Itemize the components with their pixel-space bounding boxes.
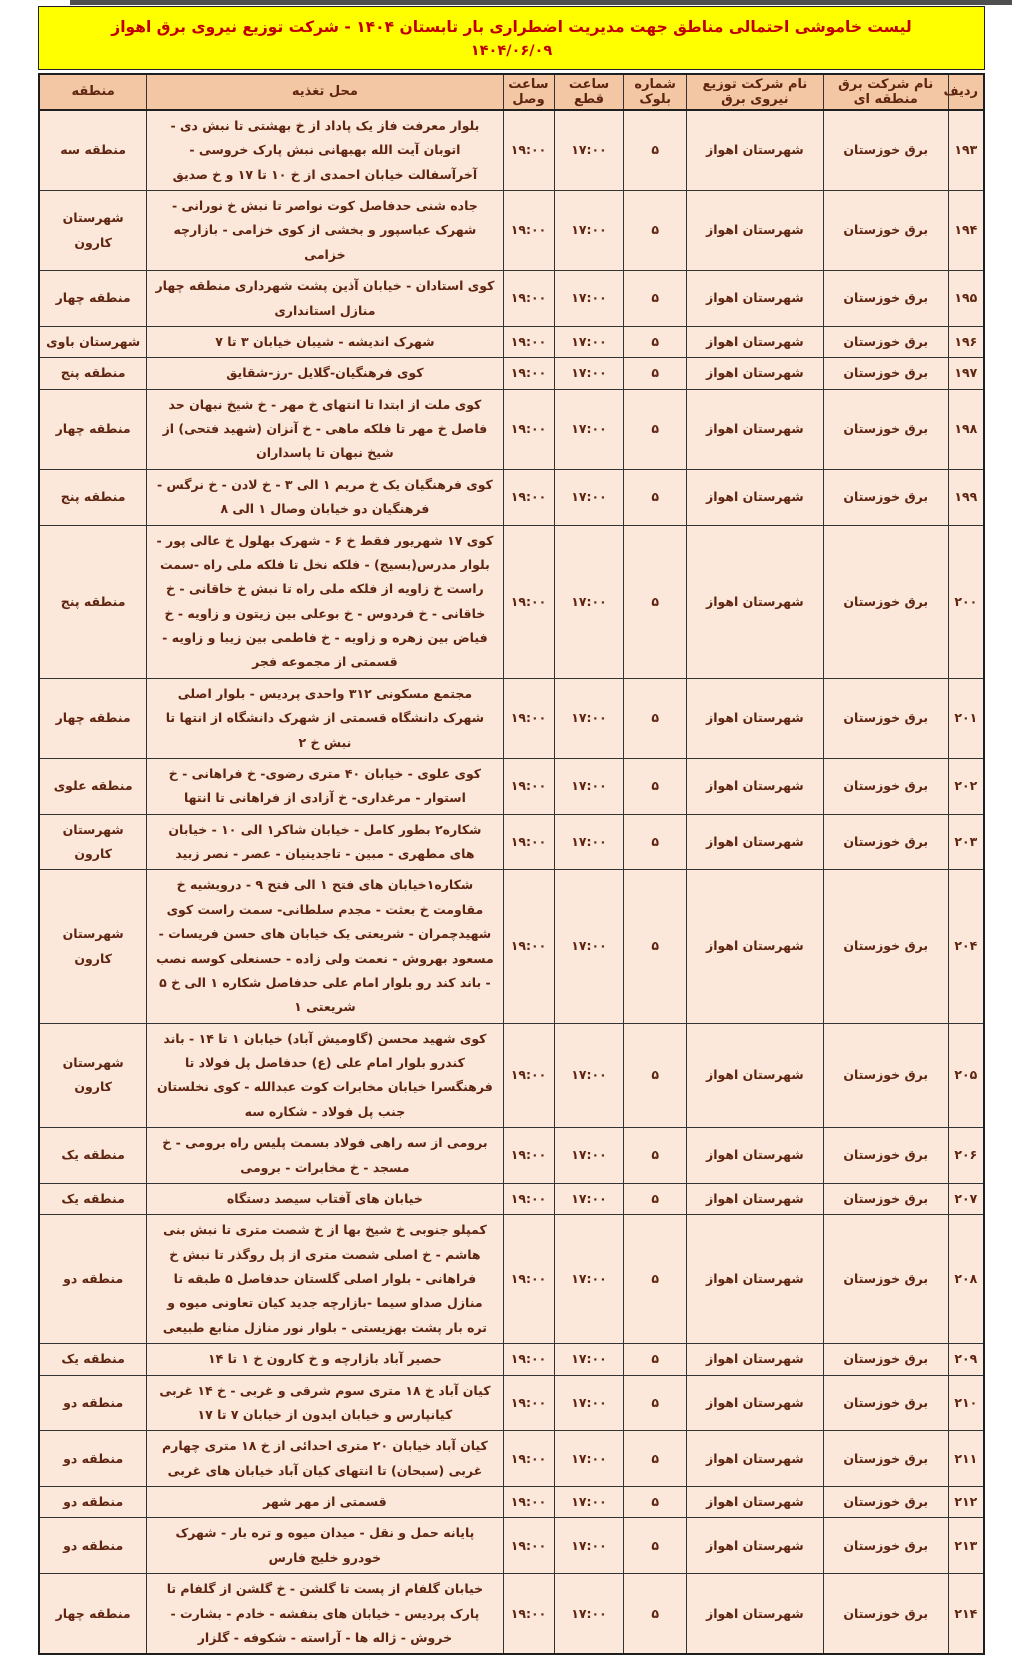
distribution-company-cell: شهرستان اهواز — [686, 1023, 823, 1128]
cut-time-cell: ۱۷:۰۰ — [554, 271, 624, 327]
cut-time-cell: ۱۷:۰۰ — [554, 758, 624, 814]
cut-time-cell: ۱۷:۰۰ — [554, 1375, 624, 1431]
area-cell: شهرستان کارون — [39, 1023, 147, 1128]
row-number-cell: ۲۰۴ — [948, 870, 984, 1023]
distribution-company-cell: شهرستان اهواز — [686, 326, 823, 357]
regional-company-cell: برق خوزستان — [823, 870, 948, 1023]
row-number-cell: ۱۹۳ — [948, 110, 984, 191]
block-number-cell: ۵ — [624, 1023, 686, 1128]
block-number-cell: ۵ — [624, 191, 686, 271]
regional-company-cell: برق خوزستان — [823, 1215, 948, 1344]
block-number-cell: ۵ — [624, 1518, 686, 1574]
distribution-company-cell: شهرستان اهواز — [686, 1344, 823, 1375]
area-cell: منطقه سه — [39, 110, 147, 191]
area-cell: منطقه دو — [39, 1215, 147, 1344]
reconnect-time-cell: ۱۹:۰۰ — [503, 1344, 554, 1375]
regional-company-cell: برق خوزستان — [823, 1128, 948, 1184]
table-row — [39, 1344, 984, 1375]
area-cell: شهرستان باوی — [39, 326, 147, 357]
block-number-cell: ۵ — [624, 1574, 686, 1655]
row-number-cell: ۲۰۵ — [948, 1023, 984, 1128]
cut-time-cell: ۱۷:۰۰ — [554, 1183, 624, 1214]
regional-company-cell: برق خوزستان — [823, 389, 948, 469]
reconnect-time-cell: ۱۹:۰۰ — [503, 678, 554, 758]
area-cell: شهرستان کارون — [39, 191, 147, 271]
distribution-company-cell: شهرستان اهواز — [686, 1431, 823, 1487]
page-title: لیست خاموشی احتمالی مناطق جهت مدیریت اضطراری بار تابستان ۱۴۰۴ - شرکت توزیع نیروی برق اهواز — [111, 18, 912, 36]
feeding-location-cell: کوی ملت از ابتدا تا انتهای خ مهر - خ شیخ نبهان حد فاصل خ مهر تا فلکه ماهی - خ آنزان (شهید فتحی) از شیخ نبهان تا پاسداران — [147, 389, 503, 469]
area-cell: منطقه چهار — [39, 271, 147, 327]
area-cell: منطقه چهار — [39, 678, 147, 758]
feeding-location-cell: کوی شهید محسن (گاومیش آباد) خیابان ۱ تا ۱۴ - باند کندرو بلوار امام علی (ع) حدفاصل پل فولاد تا فرهنگسرا خیابان مخابرات کوت عبدالله - کوی نخلستان جنب پل فولاد - شکاره سه — [147, 1023, 503, 1128]
distribution-company-cell: شهرستان اهواز — [686, 870, 823, 1023]
area-cell: منطقه چهار — [39, 1574, 147, 1655]
reconnect-time-cell: ۱۹:۰۰ — [503, 1128, 554, 1184]
block-number-cell: ۵ — [624, 389, 686, 469]
area-cell: شهرستان کارون — [39, 870, 147, 1023]
block-number-cell: ۵ — [624, 870, 686, 1023]
table-row — [39, 678, 984, 758]
row-number-cell: ۱۹۹ — [948, 469, 984, 525]
distribution-company-cell: شهرستان اهواز — [686, 110, 823, 191]
header-cut-time: ساعت قطع — [554, 74, 624, 110]
distribution-company-cell: شهرستان اهواز — [686, 191, 823, 271]
table-row — [39, 469, 984, 525]
block-number-cell: ۵ — [624, 469, 686, 525]
reconnect-time-cell: ۱۹:۰۰ — [503, 271, 554, 327]
regional-company-cell: برق خوزستان — [823, 1431, 948, 1487]
row-number-cell: ۲۱۳ — [948, 1518, 984, 1574]
area-cell: منطقه یک — [39, 1183, 147, 1214]
reconnect-time-cell: ۱۹:۰۰ — [503, 1518, 554, 1574]
table-row — [39, 1023, 984, 1128]
distribution-company-cell: شهرستان اهواز — [686, 1183, 823, 1214]
row-number-cell: ۱۹۴ — [948, 191, 984, 271]
area-cell: منطقه یک — [39, 1344, 147, 1375]
table-body — [39, 110, 984, 1654]
table-row — [39, 525, 984, 678]
cut-time-cell: ۱۷:۰۰ — [554, 1023, 624, 1128]
table-row — [39, 110, 984, 191]
cut-time-cell: ۱۷:۰۰ — [554, 358, 624, 389]
distribution-company-cell: شهرستان اهواز — [686, 1518, 823, 1574]
row-number-cell: ۲۱۰ — [948, 1375, 984, 1431]
row-number-cell: ۲۰۰ — [948, 525, 984, 678]
reconnect-time-cell: ۱۹:۰۰ — [503, 758, 554, 814]
area-cell: منطقه پنج — [39, 525, 147, 678]
reconnect-time-cell: ۱۹:۰۰ — [503, 1183, 554, 1214]
distribution-company-cell: شهرستان اهواز — [686, 1487, 823, 1518]
scan-edge-artifact — [70, 0, 1012, 5]
page-date: ۱۴۰۴/۰۶/۰۹ — [470, 42, 553, 59]
cut-time-cell: ۱۷:۰۰ — [554, 1128, 624, 1184]
regional-company-cell: برق خوزستان — [823, 525, 948, 678]
block-number-cell: ۵ — [624, 678, 686, 758]
table-row — [39, 358, 984, 389]
feeding-location-cell: کمپلو جنوبی خ شیخ بها از خ شصت متری تا نبش بنی هاشم - خ اصلی شصت متری از پل روگذر تا نبش خ فراهانی - بلوار اصلی گلستان حدفاصل ۵ طبقه تا منازل صداو سیما -بازارچه جدید کیان تعاونی میوه و تره بار پشت بهزیستی - بلوار نور منازل منابع طبیعی — [147, 1215, 503, 1344]
feeding-location-cell: کوی فرهنگیان-گلایل -رز-شقایق — [147, 358, 503, 389]
block-number-cell: ۵ — [624, 1431, 686, 1487]
regional-company-cell: برق خوزستان — [823, 1023, 948, 1128]
reconnect-time-cell: ۱۹:۰۰ — [503, 326, 554, 357]
regional-company-cell: برق خوزستان — [823, 1344, 948, 1375]
cut-time-cell: ۱۷:۰۰ — [554, 469, 624, 525]
reconnect-time-cell: ۱۹:۰۰ — [503, 870, 554, 1023]
table-row — [39, 870, 984, 1023]
row-number-cell: ۲۰۸ — [948, 1215, 984, 1344]
distribution-company-cell: شهرستان اهواز — [686, 271, 823, 327]
row-number-cell: ۲۰۶ — [948, 1128, 984, 1184]
row-number-cell: ۲۰۷ — [948, 1183, 984, 1214]
table-header-row — [39, 74, 984, 110]
regional-company-cell: برق خوزستان — [823, 758, 948, 814]
regional-company-cell: برق خوزستان — [823, 814, 948, 870]
row-number-cell: ۱۹۷ — [948, 358, 984, 389]
block-number-cell: ۵ — [624, 1128, 686, 1184]
reconnect-time-cell: ۱۹:۰۰ — [503, 469, 554, 525]
header-row-number: ردیف — [948, 74, 984, 110]
table-row — [39, 1375, 984, 1431]
distribution-company-cell: شهرستان اهواز — [686, 814, 823, 870]
block-number-cell: ۵ — [624, 758, 686, 814]
regional-company-cell: برق خوزستان — [823, 1574, 948, 1655]
block-number-cell: ۵ — [624, 110, 686, 191]
table-row — [39, 1128, 984, 1184]
distribution-company-cell: شهرستان اهواز — [686, 1574, 823, 1655]
feeding-location-cell: کیان آباد خیابان ۲۰ متری احدائی از خ ۱۸ متری چهارم غربی (سبحان) تا انتهای کیان آباد خیابان های غربی — [147, 1431, 503, 1487]
regional-company-cell: برق خوزستان — [823, 271, 948, 327]
regional-company-cell: برق خوزستان — [823, 358, 948, 389]
feeding-location-cell: خیابان گلفام از پست تا گلشن - خ گلشن از گلفام تا پارک پردیس - خیابان های بنفشه - خادم - بشارت - خروش - ژاله ها - آراسته - شکوفه - گلزار — [147, 1574, 503, 1655]
cut-time-cell: ۱۷:۰۰ — [554, 389, 624, 469]
row-number-cell: ۲۰۹ — [948, 1344, 984, 1375]
block-number-cell: ۵ — [624, 1375, 686, 1431]
cut-time-cell: ۱۷:۰۰ — [554, 1518, 624, 1574]
regional-company-cell: برق خوزستان — [823, 1487, 948, 1518]
area-cell: شهرستان کارون — [39, 814, 147, 870]
cut-time-cell: ۱۷:۰۰ — [554, 191, 624, 271]
block-number-cell: ۵ — [624, 271, 686, 327]
cut-time-cell: ۱۷:۰۰ — [554, 1487, 624, 1518]
reconnect-time-cell: ۱۹:۰۰ — [503, 1431, 554, 1487]
reconnect-time-cell: ۱۹:۰۰ — [503, 1215, 554, 1344]
reconnect-time-cell: ۱۹:۰۰ — [503, 191, 554, 271]
table-row — [39, 1183, 984, 1214]
row-number-cell: ۲۰۱ — [948, 678, 984, 758]
outage-schedule-table — [38, 73, 985, 1655]
regional-company-cell: برق خوزستان — [823, 326, 948, 357]
block-number-cell: ۵ — [624, 814, 686, 870]
distribution-company-cell: شهرستان اهواز — [686, 1128, 823, 1184]
regional-company-cell: برق خوزستان — [823, 110, 948, 191]
feeding-location-cell: کوی ۱۷ شهریور فقط خ ۶ - شهرک بهلول خ عالی پور - بلوار مدرس(بسیج) - فلکه نخل تا فلکه ملی راه -سمت راست خ زاویه از فلکه ملی راه تا نبش خ خاقانی - خ خاقانی - خ فردوس - خ بوعلی بین زیتون و زاویه - خ فیاض بین زهره و زاویه - خ فاطمی بین زیبا و زاویه - قسمتی از مجموعه فجر — [147, 525, 503, 678]
header-area: منطقه — [39, 74, 147, 110]
cut-time-cell: ۱۷:۰۰ — [554, 326, 624, 357]
feeding-location-cell: مجتمع مسکونی ۳۱۲ واحدی پردیس - بلوار اصلی شهرک دانشگاه قسمتی از شهرک دانشگاه از انتها تا نبش خ ۲ — [147, 678, 503, 758]
document-sheet — [38, 6, 985, 1655]
distribution-company-cell: شهرستان اهواز — [686, 1375, 823, 1431]
reconnect-time-cell: ۱۹:۰۰ — [503, 525, 554, 678]
cut-time-cell: ۱۷:۰۰ — [554, 525, 624, 678]
distribution-company-cell: شهرستان اهواز — [686, 469, 823, 525]
area-cell: منطقه دو — [39, 1375, 147, 1431]
area-cell: منطقه چهار — [39, 389, 147, 469]
block-number-cell: ۵ — [624, 326, 686, 357]
reconnect-time-cell: ۱۹:۰۰ — [503, 1487, 554, 1518]
feeding-location-cell: بلوار معرفت فاز یک پاداد از خ بهشتی تا نبش دی - اتوبان آیت الله بهبهانی نبش پارک خروسی - آخرآسفالت خیابان احمدی از خ ۱۰ تا ۱۷ و خ صدیق — [147, 110, 503, 191]
table-row — [39, 1215, 984, 1344]
row-number-cell: ۱۹۶ — [948, 326, 984, 357]
distribution-company-cell: شهرستان اهواز — [686, 525, 823, 678]
reconnect-time-cell: ۱۹:۰۰ — [503, 1574, 554, 1655]
regional-company-cell: برق خوزستان — [823, 1518, 948, 1574]
feeding-location-cell: برومی از سه راهی فولاد بسمت پلیس راه برومی - خ مسجد - خ مخابرات - برومی — [147, 1128, 503, 1184]
row-number-cell: ۲۱۴ — [948, 1574, 984, 1655]
block-number-cell: ۵ — [624, 1487, 686, 1518]
cut-time-cell: ۱۷:۰۰ — [554, 110, 624, 191]
area-cell: منطقه پنج — [39, 469, 147, 525]
row-number-cell: ۲۱۱ — [948, 1431, 984, 1487]
table-row — [39, 1574, 984, 1655]
table-row — [39, 389, 984, 469]
area-cell: منطقه علوی — [39, 758, 147, 814]
block-number-cell: ۵ — [624, 1183, 686, 1214]
regional-company-cell: برق خوزستان — [823, 469, 948, 525]
header-reconnect-time: ساعت وصل — [503, 74, 554, 110]
table-row — [39, 191, 984, 271]
distribution-company-cell: شهرستان اهواز — [686, 758, 823, 814]
row-number-cell: ۱۹۵ — [948, 271, 984, 327]
cut-time-cell: ۱۷:۰۰ — [554, 1574, 624, 1655]
distribution-company-cell: شهرستان اهواز — [686, 678, 823, 758]
table-row — [39, 1431, 984, 1487]
header-regional-company: نام شرکت برق منطقه ای — [823, 74, 948, 110]
feeding-location-cell: پایانه حمل و نقل - میدان میوه و تره بار - شهرک خودرو خلیج فارس — [147, 1518, 503, 1574]
distribution-company-cell: شهرستان اهواز — [686, 389, 823, 469]
row-number-cell: ۲۰۳ — [948, 814, 984, 870]
cut-time-cell: ۱۷:۰۰ — [554, 870, 624, 1023]
regional-company-cell: برق خوزستان — [823, 1183, 948, 1214]
table-row — [39, 271, 984, 327]
cut-time-cell: ۱۷:۰۰ — [554, 1431, 624, 1487]
cut-time-cell: ۱۷:۰۰ — [554, 678, 624, 758]
block-number-cell: ۵ — [624, 525, 686, 678]
feeding-location-cell: شهرک اندیشه - شیبان خیابان ۳ تا ۷ — [147, 326, 503, 357]
feeding-location-cell: کیان آباد خ ۱۸ متری سوم شرقی و غربی - خ ۱۴ غربی کیانپارس و خیابان ایدون از خیابان ۷ تا ۱۷ — [147, 1375, 503, 1431]
feeding-location-cell: شکاره۲ بطور کامل - خیابان شاکر۱ الی ۱۰ - خیابان های مطهری - مبین - تاجدینیان - عصر - نصر زبید — [147, 814, 503, 870]
cut-time-cell: ۱۷:۰۰ — [554, 1215, 624, 1344]
cut-time-cell: ۱۷:۰۰ — [554, 814, 624, 870]
regional-company-cell: برق خوزستان — [823, 678, 948, 758]
feeding-location-cell: جاده شنی حدفاصل کوت نواصر تا نبش خ نورانی - شهرک عباسپور و بخشی از کوی خزامی - بازارچه خزامی — [147, 191, 503, 271]
reconnect-time-cell: ۱۹:۰۰ — [503, 1375, 554, 1431]
feeding-location-cell: قسمتی از مهر شهر — [147, 1487, 503, 1518]
area-cell: منطقه پنج — [39, 358, 147, 389]
table-row — [39, 1518, 984, 1574]
header-distribution-company: نام شرکت توزیع نیروی برق — [686, 74, 823, 110]
feeding-location-cell: کوی علوی - خیابان ۴۰ متری رضوی- خ فراهانی - خ استوار - مرغداری- خ آزادی از فراهانی تا انتها — [147, 758, 503, 814]
feeding-location-cell: شکاره۱خیابان های فتح ۱ الی فتح ۹ - درویشیه خ مقاومت خ بعثت - مجدم سلطانی- سمت راست کوی شهیدچمران - شریعتی یک خیابان های حسن فریسات - مسعود بهروش - نعمت ولی زاده - حسنعلی کوسه نصب - باند کند رو بلوار امام علی حدفاصل شکاره ۱ الی خ ۵ شریعتی ۱ — [147, 870, 503, 1023]
reconnect-time-cell: ۱۹:۰۰ — [503, 358, 554, 389]
reconnect-time-cell: ۱۹:۰۰ — [503, 110, 554, 191]
block-number-cell: ۵ — [624, 1215, 686, 1344]
feeding-location-cell: کوی فرهنگیان یک خ مریم ۱ الی ۳ - خ لادن - خ نرگس - فرهنگیان دو خیابان وصال ۱ الی ۸ — [147, 469, 503, 525]
cut-time-cell: ۱۷:۰۰ — [554, 1344, 624, 1375]
feeding-location-cell: خیابان های آفتاب سیصد دستگاه — [147, 1183, 503, 1214]
block-number-cell: ۵ — [624, 1344, 686, 1375]
feeding-location-cell: حصیر آباد بازارچه و خ کارون خ ۱ تا ۱۴ — [147, 1344, 503, 1375]
header-block-number: شماره بلوک — [624, 74, 686, 110]
regional-company-cell: برق خوزستان — [823, 191, 948, 271]
row-number-cell: ۱۹۸ — [948, 389, 984, 469]
area-cell: منطقه دو — [39, 1518, 147, 1574]
table-row — [39, 326, 984, 357]
header-feeding-location: محل تغذیه — [147, 74, 503, 110]
row-number-cell: ۲۱۲ — [948, 1487, 984, 1518]
reconnect-time-cell: ۱۹:۰۰ — [503, 389, 554, 469]
block-number-cell: ۵ — [624, 358, 686, 389]
distribution-company-cell: شهرستان اهواز — [686, 1215, 823, 1344]
table-row — [39, 758, 984, 814]
area-cell: منطقه یک — [39, 1128, 147, 1184]
area-cell: منطقه دو — [39, 1487, 147, 1518]
feeding-location-cell: کوی استادان - خیابان آذین پشت شهرداری منطقه چهار منازل استانداری — [147, 271, 503, 327]
reconnect-time-cell: ۱۹:۰۰ — [503, 814, 554, 870]
distribution-company-cell: شهرستان اهواز — [686, 358, 823, 389]
table-row — [39, 814, 984, 870]
title-banner — [38, 6, 985, 70]
regional-company-cell: برق خوزستان — [823, 1375, 948, 1431]
reconnect-time-cell: ۱۹:۰۰ — [503, 1023, 554, 1128]
table-row — [39, 1487, 984, 1518]
row-number-cell: ۲۰۲ — [948, 758, 984, 814]
area-cell: منطقه دو — [39, 1431, 147, 1487]
